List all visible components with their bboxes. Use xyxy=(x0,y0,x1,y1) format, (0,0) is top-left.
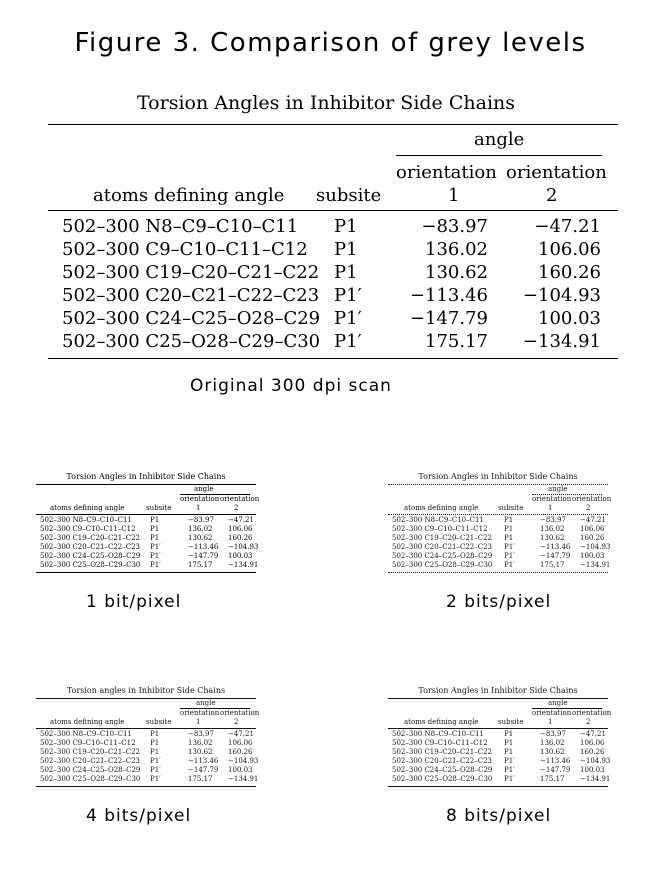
cell-o2: −47.21 xyxy=(228,730,254,738)
thumb-header-o1: orientation xyxy=(180,709,220,717)
cell-atoms: 502–300 C20–C21–C22–C23 xyxy=(392,543,492,551)
cell-subsite: P1′ xyxy=(150,561,161,569)
thumb-rule xyxy=(36,484,256,485)
header-orientation-1-num: 1 xyxy=(448,185,460,206)
header-rule xyxy=(48,210,618,211)
header-angle: angle xyxy=(474,129,525,150)
cell-o1: −147.79 xyxy=(409,308,488,329)
thumb-header-angle: angle xyxy=(548,485,568,493)
caption-4bit: 4 bits/pixel xyxy=(86,806,192,826)
header-orientation-2-num: 2 xyxy=(546,185,558,206)
table-row xyxy=(48,308,618,330)
table-top-rule xyxy=(48,124,618,125)
cell-o2: 106.06 xyxy=(228,739,253,747)
thumb-rule xyxy=(388,514,608,515)
thumbnail-4bit xyxy=(36,686,260,794)
cell-o1: 175.17 xyxy=(188,775,213,783)
thumb-header-angle: angle xyxy=(548,699,568,707)
cell-subsite: P1 xyxy=(504,730,514,738)
thumb-header-o1-num: 1 xyxy=(548,504,553,512)
table-row xyxy=(48,239,618,261)
thumb-header-o2-num: 2 xyxy=(586,504,591,512)
thumb-header-o2: orientation xyxy=(572,709,612,717)
table-title: Torsion Angles in Inhibitor Side Chains xyxy=(136,92,516,114)
cell-atoms: 502–300 C19–C20–C21–C22 xyxy=(62,262,320,283)
thumb-rule xyxy=(388,786,608,787)
cell-subsite: P1′ xyxy=(504,766,515,774)
cell-subsite: P1′ xyxy=(334,331,362,352)
caption-8bit: 8 bits/pixel xyxy=(446,806,552,826)
cell-subsite: P1 xyxy=(504,739,514,747)
thumb-row xyxy=(36,561,259,571)
cell-atoms: 502–300 C20–C21–C22–C23 xyxy=(392,757,492,765)
table-row xyxy=(48,285,618,307)
original-table xyxy=(48,92,618,352)
cell-o1: 175.17 xyxy=(425,331,488,352)
cell-atoms: 502–300 N8–C9–C10–C11 xyxy=(392,730,484,738)
cell-subsite: P1′ xyxy=(150,552,161,560)
thumb-title: Torsion angles in Inhibitor Side Chains xyxy=(66,686,226,695)
figure-title: Figure 3. Comparison of grey levels xyxy=(74,28,587,58)
cell-o1: 175.17 xyxy=(188,561,213,569)
cell-atoms: 502–300 C24–C25–O28–C29 xyxy=(392,766,493,774)
cell-atoms: 502–300 C25–O28–C29–C30 xyxy=(62,331,321,352)
cell-subsite: P1′ xyxy=(504,561,515,569)
cell-subsite: P1 xyxy=(150,516,160,524)
cell-o1: −83.97 xyxy=(421,216,488,237)
thumb-header-o2-num: 2 xyxy=(586,718,591,726)
cell-subsite: P1′ xyxy=(150,775,161,783)
cell-o1: 136.02 xyxy=(188,739,213,747)
cell-o1: 130.62 xyxy=(540,534,565,542)
cell-o1: −147.79 xyxy=(188,766,219,774)
thumb-title: Torsion Angles in Inhibitor Side Chains xyxy=(418,472,578,481)
thumb-rule xyxy=(36,514,256,515)
thumb-header-o1-num: 1 xyxy=(548,718,553,726)
cell-o2: 106.06 xyxy=(580,525,605,533)
cell-atoms: 502–300 C25–O28–C29–C30 xyxy=(392,775,493,783)
cell-o2: 160.26 xyxy=(580,534,605,542)
cell-o2: −134.91 xyxy=(522,331,601,352)
table-row xyxy=(48,216,618,238)
cell-atoms: 502–300 C19–C20–C21–C22 xyxy=(392,534,492,542)
thumb-header-o1: orientation xyxy=(532,495,572,503)
cell-subsite: P1′ xyxy=(150,766,161,774)
thumb-header-subsite: subsite xyxy=(498,718,524,726)
cell-atoms: 502–300 C20–C21–C22–C23 xyxy=(40,757,140,765)
angle-group-rule xyxy=(396,155,602,156)
cell-atoms: 502–300 C25–O28–C29–C30 xyxy=(40,561,141,569)
thumb-header-atoms: atoms defining angle xyxy=(404,504,479,512)
cell-subsite: P1 xyxy=(150,748,160,756)
cell-atoms: 502–300 C20–C21–C22–C23 xyxy=(40,543,140,551)
thumbnail-2bit xyxy=(388,472,612,580)
cell-o1: −83.97 xyxy=(540,730,566,738)
caption-original: Original 300 dpi scan xyxy=(190,376,392,396)
thumb-title: Torsion Angles in Inhibitor Side Chains xyxy=(66,472,226,481)
cell-o2: −47.21 xyxy=(228,516,254,524)
cell-atoms: 502–300 N8–C9–C10–C11 xyxy=(392,516,484,524)
cell-o2: −47.21 xyxy=(534,216,601,237)
cell-o1: −147.79 xyxy=(540,766,571,774)
cell-o1: 136.02 xyxy=(425,239,488,260)
cell-o2: 160.26 xyxy=(228,748,253,756)
thumb-header-o2: orientation xyxy=(220,495,260,503)
cell-atoms: 502–300 C24–C25–O28–C29 xyxy=(40,552,141,560)
cell-o2: 100.03 xyxy=(538,308,601,329)
cell-o1: −83.97 xyxy=(188,730,214,738)
cell-o1: −83.97 xyxy=(540,516,566,524)
cell-o1: 136.02 xyxy=(188,525,213,533)
cell-subsite: P1′ xyxy=(504,543,515,551)
cell-o2: 106.06 xyxy=(228,525,253,533)
cell-o1: −147.79 xyxy=(188,552,219,560)
cell-o2: 106.06 xyxy=(580,739,605,747)
cell-subsite: P1′ xyxy=(150,543,161,551)
cell-o1: −113.46 xyxy=(540,543,571,551)
cell-atoms: 502–300 C24–C25–O28–C29 xyxy=(62,308,321,329)
cell-o1: 136.02 xyxy=(540,739,565,747)
cell-o2: −134.91 xyxy=(228,561,259,569)
header-orientation-2: orientation xyxy=(506,162,607,183)
thumb-rule xyxy=(36,572,256,573)
cell-o2: 106.06 xyxy=(538,239,601,260)
cell-o1: 136.02 xyxy=(540,525,565,533)
cell-o1: 130.62 xyxy=(425,262,488,283)
cell-o1: −113.46 xyxy=(188,757,219,765)
thumb-header-angle: angle xyxy=(194,485,214,493)
cell-o2: 100.03 xyxy=(580,552,605,560)
thumb-rule xyxy=(36,728,256,729)
thumb-header-o2: orientation xyxy=(220,709,260,717)
cell-o1: −113.46 xyxy=(540,757,571,765)
thumb-header-atoms: atoms defining angle xyxy=(50,718,125,726)
cell-atoms: 502–300 C19–C20–C21–C22 xyxy=(40,534,140,542)
thumb-header-subsite: subsite xyxy=(498,504,524,512)
thumb-header-subsite: subsite xyxy=(146,718,172,726)
thumb-row xyxy=(388,775,611,785)
cell-atoms: 502–300 C9–C10–C11–C12 xyxy=(40,739,136,747)
cell-o1: 130.62 xyxy=(540,748,565,756)
cell-subsite: P1′ xyxy=(334,285,362,306)
thumb-header-subsite: subsite xyxy=(146,504,172,512)
thumbnail-1bit xyxy=(36,472,260,580)
cell-o2: 160.26 xyxy=(580,748,605,756)
thumb-header-angle: angle xyxy=(196,699,216,707)
cell-atoms: 502–300 C25–O28–C29–C30 xyxy=(392,561,493,569)
cell-subsite: P1 xyxy=(150,730,160,738)
cell-o2: −134.91 xyxy=(580,561,611,569)
cell-subsite: P1 xyxy=(504,748,514,756)
cell-atoms: 502–300 C24–C25–O28–C29 xyxy=(40,766,141,774)
cell-subsite: P1 xyxy=(504,516,514,524)
thumb-header-o2: orientation xyxy=(572,495,612,503)
thumbnail-8bit xyxy=(388,686,612,794)
cell-subsite: P1 xyxy=(150,525,160,533)
cell-o1: 175.17 xyxy=(540,561,565,569)
cell-atoms: 502–300 C19–C20–C21–C22 xyxy=(40,748,140,756)
cell-o2: 100.03 xyxy=(580,766,605,774)
cell-atoms: 502–300 C19–C20–C21–C22 xyxy=(392,748,492,756)
cell-subsite: P1 xyxy=(150,534,160,542)
cell-o1: 130.62 xyxy=(188,748,213,756)
thumb-rule xyxy=(388,698,608,699)
caption-2bit: 2 bits/pixel xyxy=(446,592,552,612)
cell-atoms: 502–300 C20–C21–C22–C23 xyxy=(62,285,320,306)
thumb-header-o1-num: 1 xyxy=(196,718,201,726)
cell-atoms: 502–300 C9–C10–C11–C12 xyxy=(62,239,308,260)
cell-subsite: P1 xyxy=(504,525,514,533)
table-bottom-rule xyxy=(48,358,618,359)
thumb-rule xyxy=(36,698,256,699)
table-row xyxy=(48,262,618,284)
thumb-header-o2-num: 2 xyxy=(234,718,239,726)
thumb-header-atoms: atoms defining angle xyxy=(50,504,125,512)
header-subsite: subsite xyxy=(316,185,382,206)
cell-o2: −104.93 xyxy=(580,757,611,765)
cell-atoms: 502–300 C9–C10–C11–C12 xyxy=(40,525,136,533)
cell-o2: −104.93 xyxy=(522,285,601,306)
cell-o2: −104.93 xyxy=(580,543,611,551)
table-row xyxy=(48,331,618,353)
thumb-row xyxy=(36,775,259,785)
header-atoms: atoms defining angle xyxy=(93,185,285,206)
cell-atoms: 502–300 N8–C9–C10–C11 xyxy=(62,216,299,237)
cell-o2: 160.26 xyxy=(228,534,253,542)
cell-subsite: P1′ xyxy=(504,552,515,560)
thumb-header-o1: orientation xyxy=(180,495,220,503)
thumb-rule xyxy=(388,572,608,573)
cell-subsite: P1 xyxy=(504,534,514,542)
cell-atoms: 502–300 N8–C9–C10–C11 xyxy=(40,730,132,738)
thumb-row xyxy=(388,561,611,571)
thumb-rule xyxy=(36,786,256,787)
cell-atoms: 502–300 C9–C10–C11–C12 xyxy=(392,739,488,747)
cell-o2: 100.03 xyxy=(228,766,253,774)
cell-subsite: P1′ xyxy=(504,775,515,783)
cell-o2: 100.03 xyxy=(228,552,253,560)
cell-o1: −83.97 xyxy=(188,516,214,524)
cell-o1: −113.46 xyxy=(409,285,488,306)
thumb-header-o1-num: 1 xyxy=(196,504,201,512)
thumb-header-o1: orientation xyxy=(532,709,572,717)
cell-o2: −47.21 xyxy=(580,730,606,738)
cell-o2: −104.93 xyxy=(228,757,259,765)
cell-o1: 130.62 xyxy=(188,534,213,542)
cell-o2: −134.91 xyxy=(228,775,259,783)
thumb-rule xyxy=(388,728,608,729)
caption-1bit: 1 bit/pixel xyxy=(86,592,182,612)
cell-atoms: 502–300 N8–C9–C10–C11 xyxy=(40,516,132,524)
thumb-title: Torsion Angles in Inhibitor Side Chains xyxy=(418,686,578,695)
cell-subsite: P1 xyxy=(334,239,358,260)
header-orientation-1: orientation xyxy=(396,162,497,183)
cell-o2: −104.93 xyxy=(228,543,259,551)
thumb-rule xyxy=(388,484,608,485)
cell-o1: −113.46 xyxy=(188,543,219,551)
cell-subsite: P1′ xyxy=(504,757,515,765)
cell-subsite: P1′ xyxy=(150,757,161,765)
cell-subsite: P1 xyxy=(334,262,358,283)
cell-o2: −47.21 xyxy=(580,516,606,524)
cell-o1: −147.79 xyxy=(540,552,571,560)
cell-subsite: P1 xyxy=(334,216,358,237)
thumb-header-atoms: atoms defining angle xyxy=(404,718,479,726)
cell-o2: 160.26 xyxy=(538,262,601,283)
cell-atoms: 502–300 C24–C25–O28–C29 xyxy=(392,552,493,560)
cell-subsite: P1 xyxy=(150,739,160,747)
cell-subsite: P1′ xyxy=(334,308,362,329)
cell-o1: 175.17 xyxy=(540,775,565,783)
cell-o2: −134.91 xyxy=(580,775,611,783)
thumb-header-o2-num: 2 xyxy=(234,504,239,512)
cell-atoms: 502–300 C25–O28–C29–C30 xyxy=(40,775,141,783)
cell-atoms: 502–300 C9–C10–C11–C12 xyxy=(392,525,488,533)
